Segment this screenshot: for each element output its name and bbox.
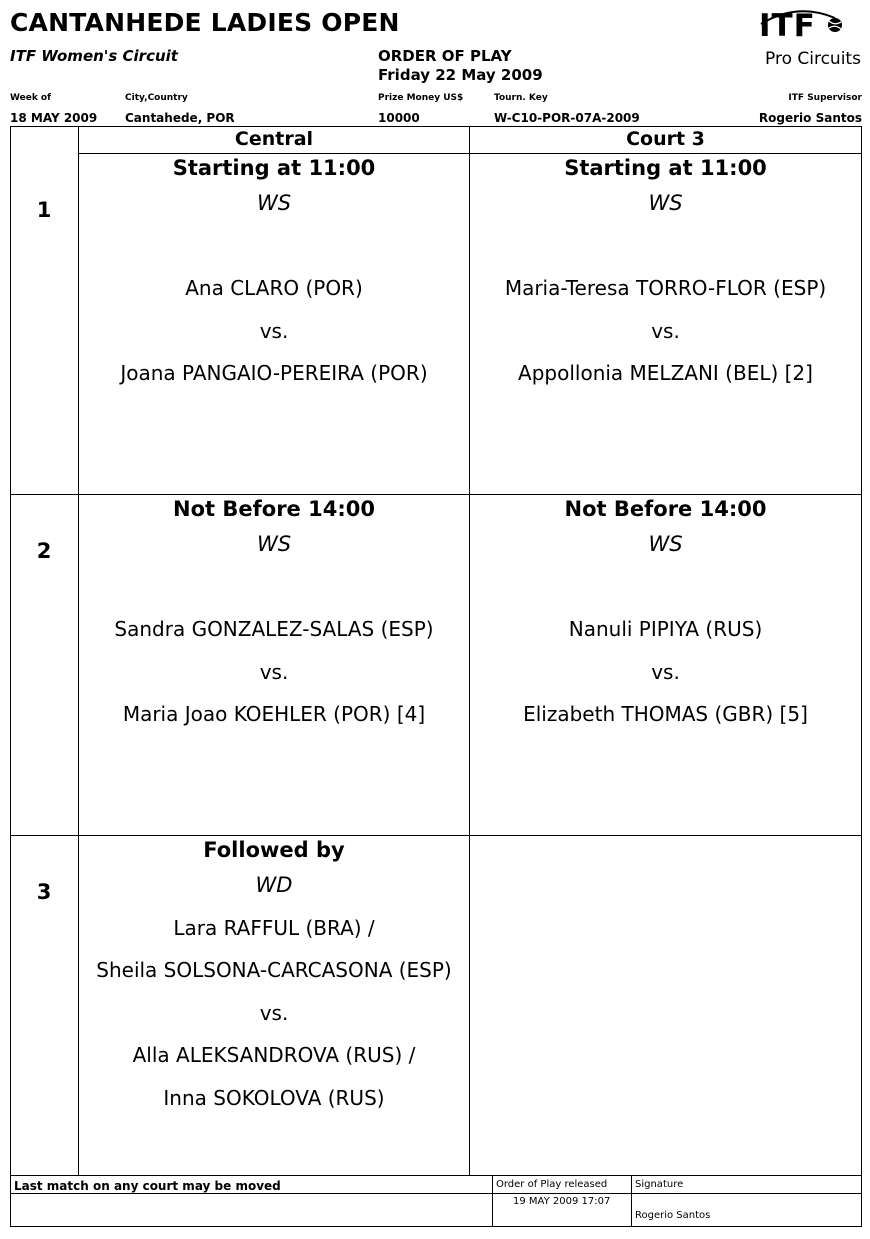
row-number: 3 [36, 880, 52, 904]
player-line: Elizabeth THOMAS (GBR) [5] [523, 702, 808, 726]
week-value: 18 MAY 2009 [10, 111, 98, 125]
divider [10, 1193, 862, 1194]
vs-label: vs. [259, 659, 289, 684]
event-code: WD [255, 873, 293, 897]
order-label: ORDER OF PLAY [378, 47, 512, 65]
match-cell [470, 154, 861, 395]
vs-label: vs. [259, 1000, 289, 1025]
match-cell [79, 495, 469, 736]
player-line: Maria-Teresa TORRO-FLOR (ESP) [504, 276, 827, 300]
event-code: WS [256, 532, 292, 556]
player-line: Maria Joao KOEHLER (POR) [4] [122, 702, 426, 726]
row-number: 1 [36, 198, 52, 222]
signature-value: Rogerio Santos [635, 1210, 711, 1221]
city-value: Cantahede, POR [125, 111, 235, 125]
event-code: WS [648, 532, 683, 556]
city-label: City,Country [125, 93, 188, 103]
match-cell [470, 495, 861, 736]
match-time: Followed by [203, 838, 345, 862]
match-time: Not Before 14:00 [173, 497, 375, 521]
last-match-note: Last match on any court may be moved [14, 1179, 281, 1193]
match-time: Starting at 11:00 [172, 156, 376, 180]
row-number: 2 [36, 539, 52, 563]
tournament-key-value: W-C10-POR-07A-2009 [494, 111, 640, 125]
court-header-central: Central [234, 128, 314, 150]
player-line: Sandra GONZALEZ-SALAS (ESP) [114, 617, 434, 641]
player-line: Sheila SOLSONA-CARCASONA (ESP) [96, 958, 452, 982]
circuit-name: ITF Women's Circuit [10, 47, 178, 65]
released-value: 19 MAY 2009 17:07 [513, 1196, 611, 1207]
tournament-title: CANTANHEDE LADIES OPEN [10, 8, 400, 37]
logo-text: ITF [759, 8, 816, 44]
itf-logo [757, 6, 865, 72]
event-code: WS [648, 191, 683, 215]
event-code: WS [256, 191, 292, 215]
signature-label: Signature [635, 1179, 684, 1190]
match-cell [79, 836, 469, 1119]
order-of-play-heading [378, 47, 543, 85]
divider [631, 1176, 632, 1227]
match-time: Not Before 14:00 [564, 497, 767, 521]
supervisor-value: Rogerio Santos [758, 111, 862, 125]
prize-value: 10000 [378, 111, 420, 125]
match-time: Starting at 11:00 [564, 156, 767, 180]
vs-label: vs. [651, 318, 680, 343]
player-line [79, 566, 469, 609]
play-date: Friday 22 May 2009 [378, 66, 543, 84]
week-label: Week of [10, 93, 52, 103]
player-line: Nanuli PIPIYA (RUS) [568, 617, 763, 641]
vs-label: vs. [651, 659, 680, 684]
supervisor-label: ITF Supervisor [788, 93, 862, 103]
player-line: Ana CLARO (POR) [185, 276, 363, 300]
released-label: Order of Play released [496, 1179, 608, 1190]
court-header-court-3: Court 3 [626, 128, 705, 150]
tournament-key-label: Tourn. Key [494, 93, 548, 103]
divider [492, 1176, 493, 1227]
player-line: Inna SOKOLOVA (RUS) [163, 1085, 385, 1110]
player-line: Lara RAFFUL (BRA) / [173, 915, 375, 940]
player-line: Appollonia MELZANI (BEL) [2] [518, 361, 813, 385]
player-line [79, 225, 469, 268]
logo-subtitle: Pro Circuits [765, 49, 861, 69]
player-line [470, 566, 861, 609]
match-cell [79, 154, 469, 395]
player-line: Alla ALEKSANDROVA (RUS) / [132, 1043, 416, 1067]
player-line [470, 225, 861, 268]
player-line: Joana PANGAIO-PEREIRA (POR) [120, 361, 428, 385]
prize-label: Prize Money US$ [378, 93, 464, 103]
vs-label: vs. [259, 318, 289, 343]
